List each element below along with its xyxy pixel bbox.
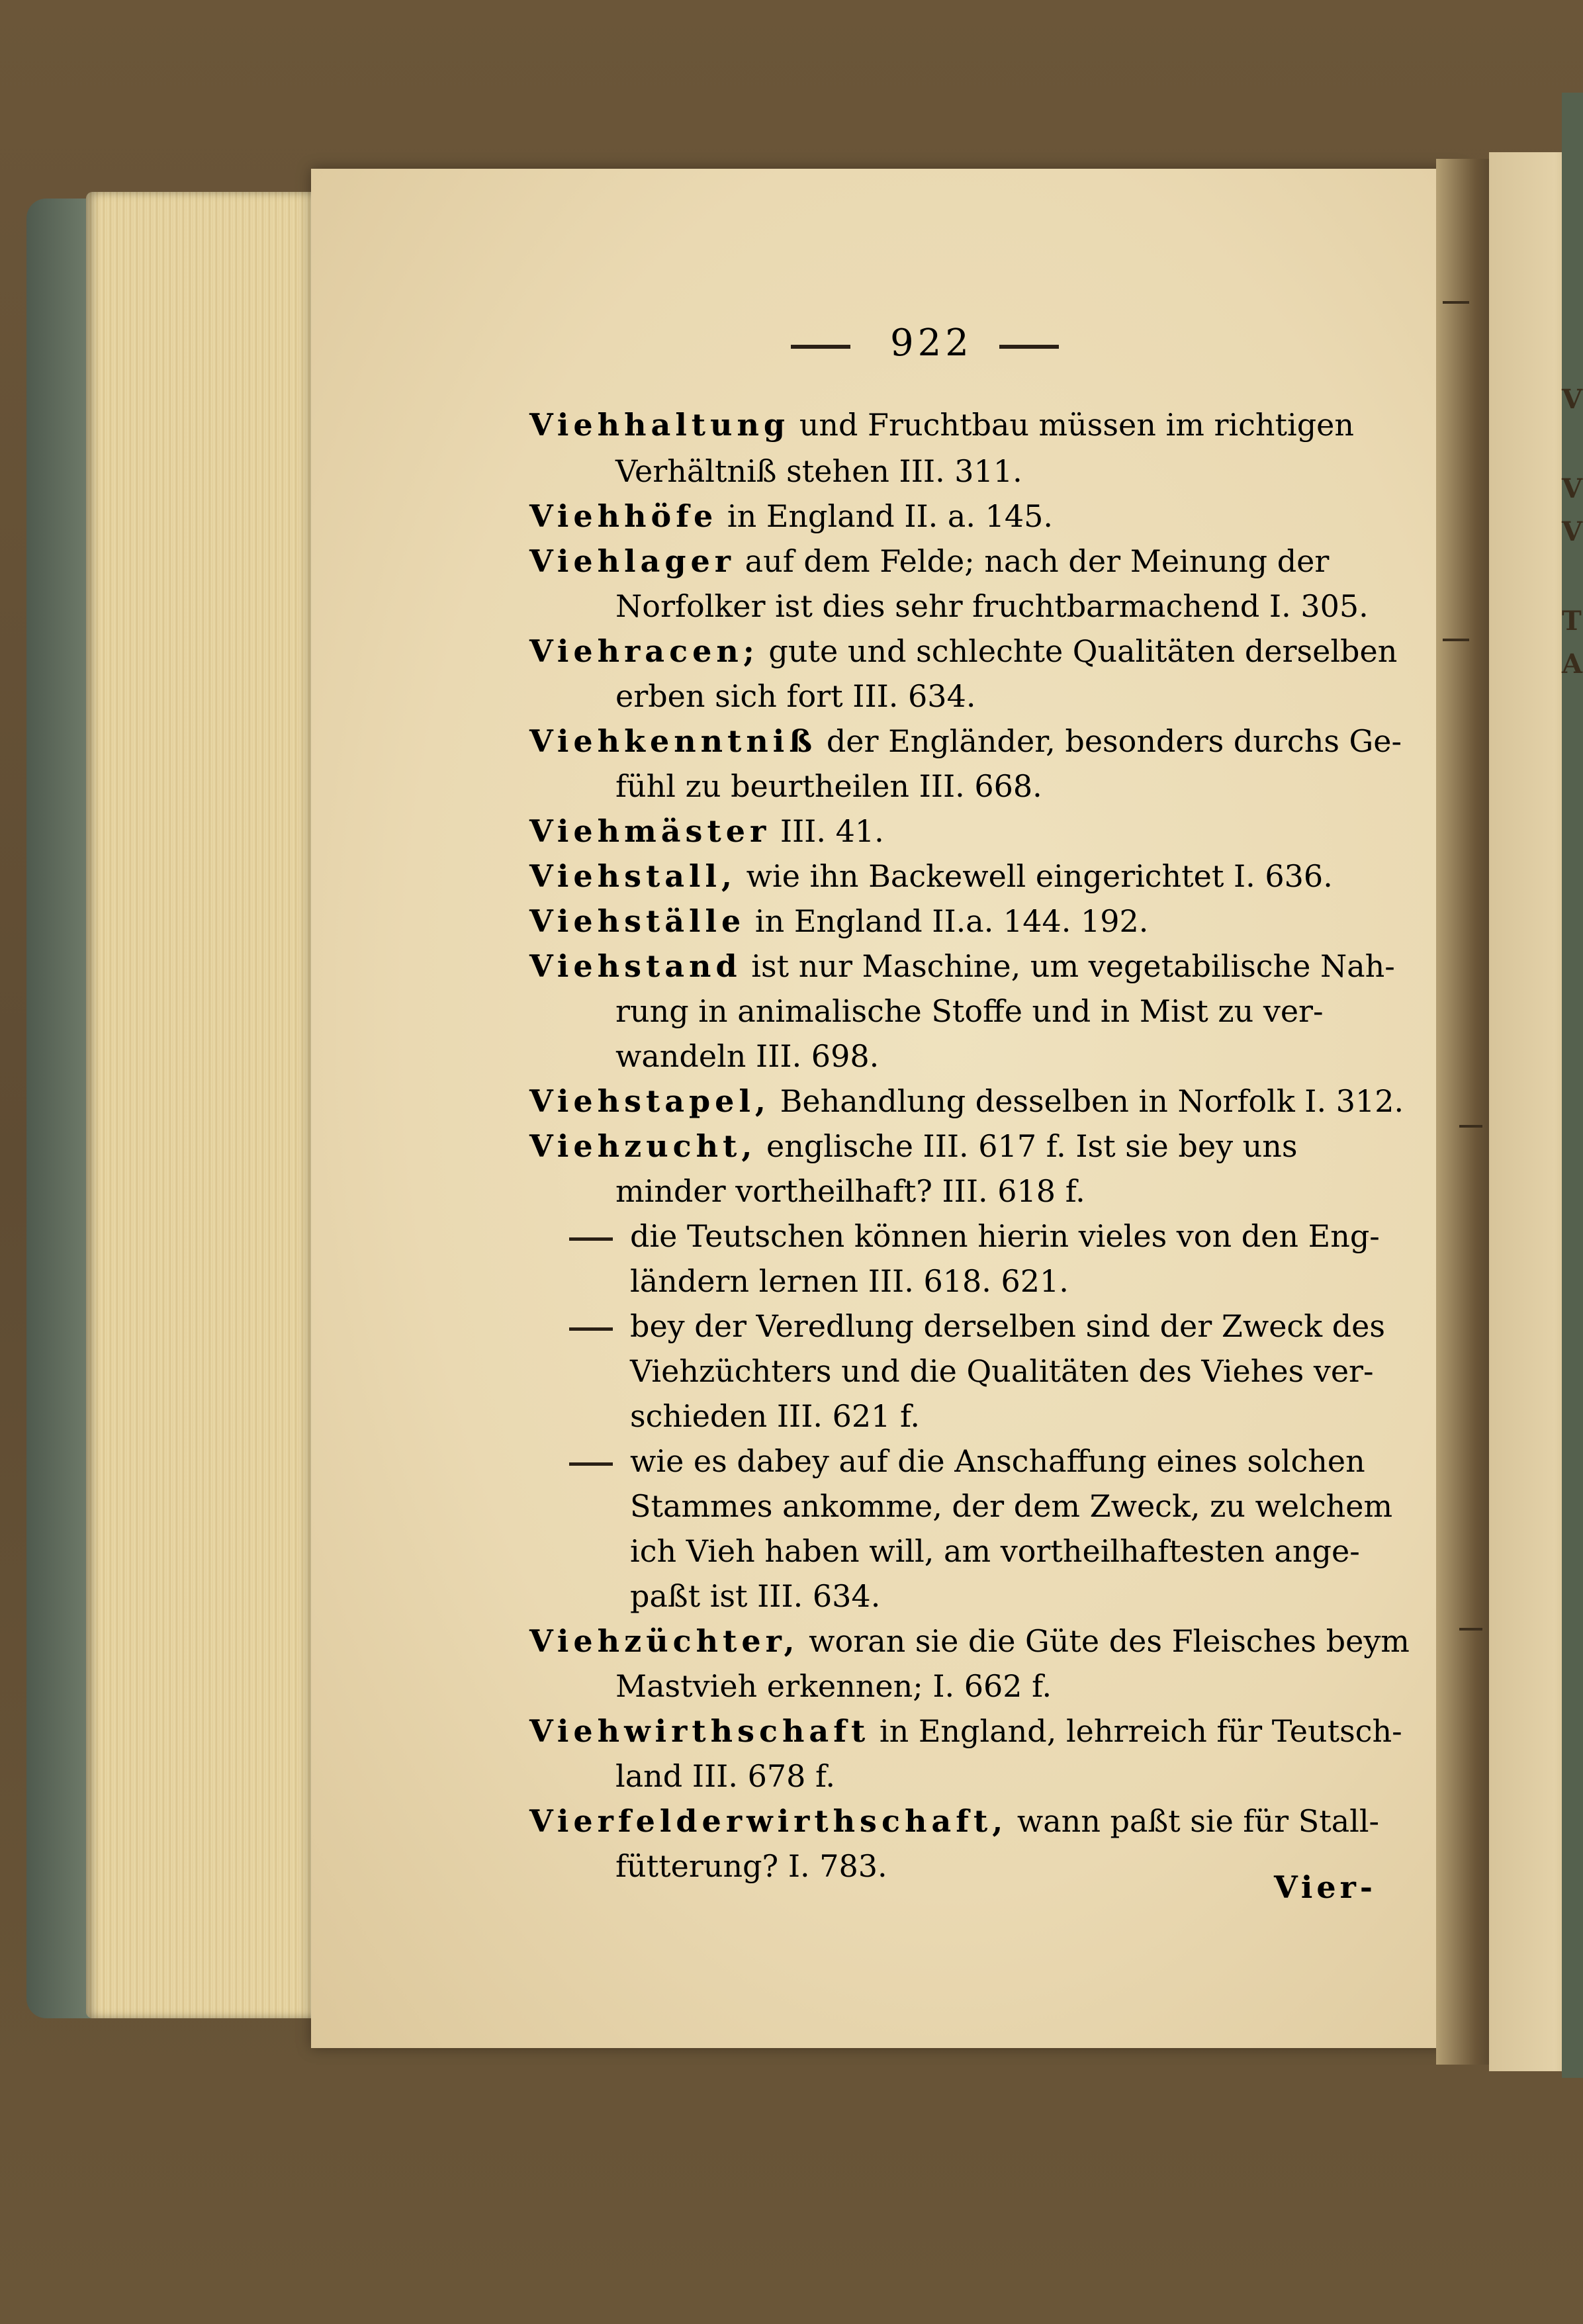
entry-continuation: fühl zu beurtheilen III. 668.	[615, 768, 1042, 804]
subentry-dash	[569, 1462, 613, 1466]
margin-mark	[1443, 639, 1469, 641]
right-page-fragment: V	[1562, 473, 1583, 504]
entry-continuation: rung in animalische Stoffe und in Mist zu ver-	[615, 993, 1324, 1029]
subentry-text: bey der Veredlung derselben sind der Zweck des	[630, 1308, 1385, 1344]
entry-headword: Viehracen;	[529, 633, 759, 669]
margin-mark	[1459, 1628, 1482, 1631]
entry-headword: Viehstapel,	[529, 1083, 770, 1119]
entry-headword: Viehzucht,	[529, 1128, 757, 1164]
subentry-continuation: schieden III. 621 f.	[630, 1398, 921, 1434]
subentry-continuation: paßt ist III. 634.	[630, 1578, 881, 1614]
entry-continuation: Verhältniß stehen III. 311.	[615, 453, 1022, 489]
entry-text: der Engländer, besonders durchs Ge-	[817, 723, 1402, 759]
entry-text: III. 41.	[770, 813, 884, 849]
entry-headword: Viehställe	[529, 903, 746, 939]
entry-headword: Viehhaltung	[529, 407, 790, 443]
margin-mark	[1443, 301, 1469, 304]
entry-text: in England, lehrreich für Teutsch-	[870, 1713, 1402, 1749]
index-entry	[529, 495, 1053, 537]
right-page-fragment: A	[1562, 648, 1583, 680]
index-entry	[529, 855, 1333, 897]
index-entry	[529, 810, 884, 852]
index-entry	[529, 630, 1397, 672]
entry-continuation: land III. 678 f.	[615, 1758, 836, 1794]
right-page-fragment: T	[1562, 605, 1582, 637]
page-number: 922	[890, 322, 973, 365]
index-entry	[529, 900, 1148, 942]
index-subentry	[569, 1215, 1380, 1257]
index-entry	[529, 945, 1395, 987]
margin-mark	[1459, 1125, 1482, 1128]
entry-continuation: wandeln III. 698.	[615, 1038, 880, 1074]
entry-continuation: erben sich fort III. 634.	[615, 678, 976, 714]
subentry-text: die Teutschen können hierin vieles von den Eng-	[630, 1218, 1380, 1254]
entry-text: Behandlung desselben in Norfolk I. 312.	[770, 1083, 1404, 1119]
entry-continuation: Norfolker ist dies sehr fruchtbarmachend I. 305.	[615, 588, 1369, 624]
entry-headword: Viehwirthschaft	[529, 1713, 870, 1749]
page-number-dash-right	[999, 345, 1059, 349]
subentry-dash	[569, 1237, 613, 1241]
page-number-dash-left	[791, 345, 850, 349]
index-entry	[529, 1710, 1402, 1752]
entry-headword: Viehmäster	[529, 813, 771, 849]
right-page-fragment: V	[1562, 516, 1583, 547]
entry-headword: Viehkenntniß	[529, 723, 817, 759]
entry-headword: Vierfelderwirthschaft,	[529, 1803, 1008, 1839]
entry-continuation: Mastvieh erkennen; I. 662 f.	[615, 1668, 1052, 1704]
entry-text: ist nur Maschine, um vegetabilische Nah-	[741, 948, 1395, 984]
entry-headword: Viehlager	[529, 543, 736, 579]
index-subentry	[569, 1305, 1385, 1347]
index-entry	[529, 1800, 1379, 1842]
index-entry	[529, 720, 1402, 762]
subentry-continuation: Stammes ankomme, der dem Zweck, zu welchem	[630, 1488, 1393, 1524]
entry-text: wann paßt sie für Stall-	[1007, 1803, 1380, 1839]
index-entry	[529, 540, 1329, 582]
index-entry	[529, 1080, 1404, 1122]
index-entry	[529, 1125, 1298, 1167]
entry-headword: Viehstand	[529, 948, 742, 984]
subentry-continuation: ländern lernen III. 618. 621.	[630, 1263, 1069, 1299]
entry-text: englische III. 617 f. Ist sie bey uns	[756, 1128, 1298, 1164]
subentry-dash	[569, 1327, 613, 1331]
right-page-fragment: V	[1562, 384, 1583, 415]
entry-headword: Viehstall,	[529, 858, 737, 894]
index-entry	[529, 404, 1354, 446]
subentry-continuation: ich Vieh haben will, am vortheilhaftesten ange-	[630, 1533, 1360, 1569]
subentry-continuation: Viehzüchters und die Qualitäten des Viehes ver-	[630, 1353, 1374, 1389]
entry-continuation: minder vortheilhaft? III. 618 f.	[615, 1173, 1085, 1209]
index-subentry	[569, 1440, 1365, 1482]
entry-text: in England II.a. 144. 192.	[745, 903, 1149, 939]
entry-continuation: fütterung? I. 783.	[615, 1848, 887, 1884]
subentry-text: wie es dabey auf die Anschaffung eines solchen	[630, 1443, 1365, 1479]
index-entry	[529, 1620, 1410, 1662]
entry-headword: Viehzüchter,	[529, 1623, 799, 1659]
entry-text: und Fruchtbau müssen im richtigen	[790, 407, 1355, 443]
entry-text: auf dem Felde; nach der Meinung der	[735, 543, 1330, 579]
entry-text: wie ihn Backewell eingerichtet I. 636.	[736, 858, 1333, 894]
entry-text: woran sie die Güte des Fleisches beym	[799, 1623, 1410, 1659]
entry-headword: Viehhöfe	[529, 498, 718, 534]
entry-text: in England II. a. 145.	[717, 498, 1053, 534]
page-edges	[86, 192, 318, 2018]
entry-text: gute und schlechte Qualitäten derselben	[758, 633, 1398, 669]
catchword: Vier-	[1274, 1869, 1377, 1905]
